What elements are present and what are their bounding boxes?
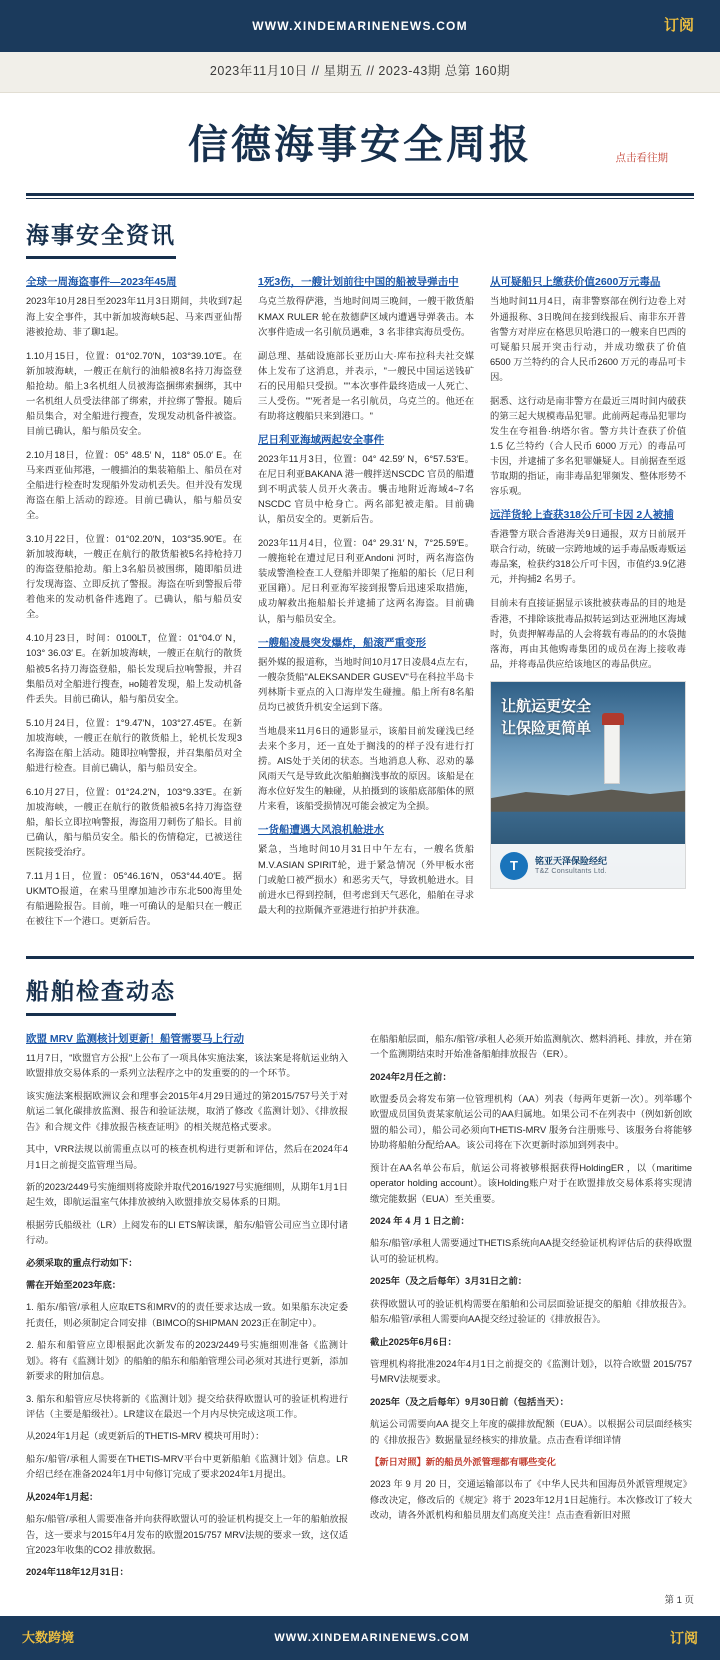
masthead xyxy=(0,93,720,193)
section2-divider xyxy=(26,956,694,959)
page-number: 第 1 页 xyxy=(664,1594,694,1606)
section-maritime-safety xyxy=(0,199,720,939)
article-body: 5.10月24日，位置：1°9.47′N，103°27.45′E。在新加坡海峡，一艘正在航行的散货船上，轮机长发现3名海盗在船上活动。随即拉响警报，并召集船员对全船进行检查。目前已确认，船与船员安全。 xyxy=(26,717,242,773)
article-body: 7.11月1日，位置：05°46.16′N，053°44.40′E。据UKMTO报道，在索马里摩加迪沙市东北500海里处有船遇险报告。目前，唯一可确认的是船只在一艘正在被往下一个港口。更新后告。 xyxy=(26,871,242,927)
article-body: 3.10月22日，位置：01°02.20′N，103°35.90′E。在新加坡海峡，一艘正在航行的散货船被5名持枪持刀的海盗登船抢劫。船上3名船员被围绑，随即船员进行发现海盗、立即反抗了警报。海盗在听到警报后带着他来的发动机备件逃跑了。已确认，船与船员安全。 xyxy=(26,534,242,620)
article-body: 当地晨来11月6日的通影显示，该船目前发碰浅已经去来个多月，还一直处于搁浅的的样子没有进行打捞。AIS处于关闭的状态。当地消息人称、忍劝的暴风雨天气是导致此次船舶搁浅事故的原因。该船是在海水位好发生的触碰，从拍摄到的该船底部船体的照片来看，该船受损情况可能会被定为全损。 xyxy=(258,725,474,812)
paragraph-heading: 2025年（及之后每年）3月31日之前： xyxy=(370,1276,528,1287)
paragraph: 在船船舶层面，船东/船管/承租人必须开始监测航次、燃料消耗、排放，并在第一个监测期结束时开始准备船舶排放报告（ER）。 xyxy=(370,1033,692,1060)
ad-headline-line1: 让航运更安全 xyxy=(501,697,592,715)
section-title-1: 海事安全资讯 xyxy=(26,219,176,260)
paragraph: 2023 年 9 月 20 日，交通运输部以布了《中华人民共和国海员外派管理规定》修改决定，修改后的《规定》将于 2023年12月1日起施行。本次修改订了较大改动，请各外派机构和船员朋友们高度关注！点击查看新旧对照 xyxy=(370,1479,692,1521)
article-title-seafarer-rules[interactable]: 【新日对照】新的船员外派管理都有哪些变化 xyxy=(370,1457,556,1468)
ad-headline-line2: 让保险更简单 xyxy=(501,720,592,738)
paragraph-heading: 截止2025年6月6日： xyxy=(370,1336,457,1347)
ad-company-name: 铭亚天泽保险经纪 T&Z Consultants Ltd. xyxy=(535,855,608,876)
paragraph-heading: 2024 年 4 月 1 日之前： xyxy=(370,1215,470,1226)
page-title: 信德海事安全周报 xyxy=(188,121,532,167)
past-issues-link[interactable]: 点击看往期 xyxy=(615,152,668,164)
section-ship-inspection xyxy=(0,952,720,1588)
article-title-engine-room-flooding[interactable]: 一货船遭遇大风浪机舱进水 xyxy=(258,824,384,837)
paragraph-heading: 需在开始至2023年底： xyxy=(26,1280,122,1291)
column-left xyxy=(26,1032,348,1588)
paragraph: 欧盟委员会将发布第一位管理机构（AA）列表（每两年更新一次）。列举哪个欧盟成员国负责某家航运公司的AA归属地。如果公司不在列表中（例如新创欧盟的船公司），船公司必须向THETIS-MRV 服务台注册账号、该服务台将能够协助将船舶分配给AA。该公司将在下次更新时添加到列表中。 xyxy=(370,1094,692,1151)
article-title-drug-seizure-sa[interactable]: 从可疑船只上缴获价值2600万元毒品 xyxy=(490,276,661,289)
article-body: 副总理、基础设施部长亚历山大·库布拉科夫社交媒体上发布了这消息，并表示，"一艘民中国运送钱矿石的民用船只受损。""本次事件最终造成一人死亡、三人受伤。""死者是一名引航员，乌克兰的。他还在有助将这艘船只来到港口。" xyxy=(258,350,474,421)
article-title-explosion[interactable]: 一艘船凌晨突发爆炸，船滚严重变形 xyxy=(258,636,426,649)
article-title-nigeria-incidents[interactable]: 尼日利亚海域两起安全事件 xyxy=(258,433,384,446)
two-column-body xyxy=(0,1022,720,1588)
ad-logo-icon: T xyxy=(500,852,528,880)
paragraph: 11月7日，"欧盟官方公报"上公布了一项具体实施法案，该法案是将航运业纳入欧盟排放交易体系的一系列立法程序之中的发重要的的一个环节。 xyxy=(26,1052,348,1079)
paragraph: 船东/船管/承租人需要在THETIS-MRV平台中更新船舶《监测计划》信息。LR介绍已经在准备2024年1月中旬修订完成了要求2024年1月提出。 xyxy=(26,1453,348,1480)
article-body: 据外媒的报道称，当地时间10月17日凌晨4点左右，一艘杂货船"ALEKSANDER GUSEV"号在科拉半岛卡列林斯卡亚点的入口海岸发生碰撞。船上所有8名船员均已被货升机安全运到下落。 xyxy=(258,656,474,712)
article-body: 2023年11月3日，位置：04° 42.59′ N，6°57.53′E。在尼日利亚BAKANA 港一艘拌送NSCDC 官员的船遭到不明武装人员开火袭击。襲击地附近海域4~7名NSCDC 官员中枪身亡。两名部犯被走船。目前确认，船员安全的。更新后告。 xyxy=(258,454,474,525)
column-2 xyxy=(258,275,474,926)
masthead-divider xyxy=(26,193,694,196)
paragraph-heading: 2024年118年12月31日： xyxy=(26,1567,129,1578)
top-bar xyxy=(0,0,720,52)
article-body: 2023年11月4日，位置：04° 29.31′ N，7°25.59′E。一艘拖轮在遭过尼日利亚Andoni 河时，两名海盗伪装成警渔检查工人登船并即架了拖船的船长（尼日利亚国籍）。尼日利亚海军接到报警后迅速采取措施，成功解救出拖船船长并逮捕了这两名海盗。目前确认，船与船员安全。 xyxy=(258,538,474,624)
paragraph: 管理机构将批准2024年4月1日之前提交的《监测计划》，以符合欧盟 2015/757 号MRV法规要求。 xyxy=(370,1358,692,1385)
article-body: 据悉、这行动是南非警方在最近三周时间内破获的第三起大规模毒品犯罪。此前两起毒品犯罪均发生在夸祖鲁·纳塔尔省。警方共计查获了价值 1.5 亿兰特约（合人民币 6000 万元）的毒品可卡因，并逮捕了多名犯罪嫌疑人。目前据查至返节取期的指证，南非毒品犯罪频发、整体形势不容乐观。 xyxy=(490,395,686,497)
footer-bar xyxy=(0,1616,720,1660)
paragraph: 新的2023/2449号实施细则将废除并取代2016/1927号实施细则，从期年1月1日起生效，即航运温室气体排放被纳入欧盟排放交易体系的日期。 xyxy=(26,1181,348,1208)
article-body: 1.10月15日，位置：01°02.70′N，103°39.10′E。在新加坡海峡，一艘正在航行的油船被8名持刀海盗登船抢劫。船上3名机组人员被海盗捆绑索捆绑，其中一名机组人员受法律部了绑索，并拉绑了警报。随后船员集合，对全船进行搜查，发现发动机备件被盗。目前已确认，船与船员安全。 xyxy=(26,350,242,436)
paragraph: 预计在AA名单公布后，航运公司将被够根据获得HoldingER ，以（maritime operator holding account）。该Holding账户对于在欧盟排放交易体系将实现清缴完能数据（EUA）至关重要。 xyxy=(370,1162,692,1204)
column-1 xyxy=(26,275,242,938)
article-title-piracy-weekly[interactable]: 全球一周海盗事件—2023年45周 xyxy=(26,276,177,289)
paragraph: 其中，VRR法规以前需重点以可的核查机构进行更新和评估，然后在2024年4月1日之前提交监管理当局。 xyxy=(26,1144,348,1170)
subscribe-button-top[interactable]: 订阅 xyxy=(663,16,694,34)
article-title-eu-mrv[interactable]: 欧盟 MRV 监测核计划更新！船管需要马上行动 xyxy=(26,1032,244,1045)
paragraph: 该实施法案根据欧洲议会和理事会2015年4月29日通过的第2015/757号关于对航运二氧化碳排放监测、报告和验证法规，取消了修改《监测计划》、《排放报告》和合规文件《排放报告核查证明》的相关规范格式要求。 xyxy=(26,1090,348,1132)
three-column-body xyxy=(0,265,720,938)
subscribe-button-footer[interactable]: 订阅 xyxy=(670,1629,698,1646)
article-body: 当地时间11月4日，南非警察部在例行边卷上对外通报称、3日晚间在接到线报后、南非东开普省警方对岸应在格思贝哈港口的一艘来自巴西的可疑船只展开突击行动，并成功缴获了价值 6500 万兰特约的合人民币2600 万元的毒品可卡因。 xyxy=(490,296,686,382)
article-body: 2.10月18日，位置：05° 48.5′ N，118° 05.0′ E。在马来西亚仙邦港，一艘描泊的集装箱船上、船员在对全船进行检查时发现船外发动机丢失。但并没有发现海盗在船上活动的踪迹。目前已确认，船与船员安全。 xyxy=(26,449,242,521)
footer-brand: 大数跨境 xyxy=(22,1630,75,1646)
section-title-2: 船舶检查动态 xyxy=(26,975,176,1016)
paragraph: 航运公司需要向AA 提交上年度的碳排放配额（EUA）。以根据公司层面经核实的《排放报告》数据量显经核实的排放量。点击查看详细详情 xyxy=(370,1419,692,1445)
article-body: 2023年10月28日至2023年11月3日期间，共收到7起海上安全事件，其中新加坡海峡5起、马来西亚仙帮港被抢劫、菲了聊1起。 xyxy=(26,296,242,337)
paragraph: 3. 船东和船管应尽快将新的《监测计划》提交给获得欧盟认可的验证机构进行评估（主要是船级社）。LR建议在最迟一个月内尽快完成这项工作。 xyxy=(26,1393,348,1419)
site-url-top: WWW.XINDEMARINENEWS.COM xyxy=(252,19,468,33)
article-title-missile-hit[interactable]: 1死3伤，一艘计划前往中国的船被导弹击中 xyxy=(258,276,459,289)
article-body: 4.10月23日，时间：0100LT，位置：01°04.0′ N，103° 36.03′ E。在新加坡海峡，一艘正在航行的散货船被5名持刀海盗登船，船长发现后拉响警报，并召集船员对全船进行搜查，но随着发现，船上发动机备件丢失。目前已确认，船与船员安全。 xyxy=(26,633,242,704)
paragraph-heading: 2025年（及之后每年）9月30日前（包括当天）： xyxy=(370,1396,569,1407)
paragraph: 1. 船东/船管/承租人应取ETS和MRV的的责任要求达成一致。如果船东决定委托责任，则必须制定合同安排（BIMCO的SHIPMAN 2023正在制定中）。 xyxy=(26,1302,348,1328)
paragraph: 船东/船管/承租人需要准备并向获得欧盟认可的验证机构提交上一年的船舶放报告，这一要求与2015年4月发布的欧盟2015/757 MRV法规的要求一致，这仅适宜2023年收集的CO2 排放数据。 xyxy=(26,1514,348,1555)
ad-headline xyxy=(501,696,591,741)
advertisement-banner[interactable] xyxy=(490,681,686,889)
paragraph: 根据劳氏船级社（LR）上阅发布的LI ETS解读课，船东/船管公司应当立即付诸行动。 xyxy=(26,1219,348,1246)
column-right xyxy=(370,1032,692,1531)
article-body: 乌克兰敖得萨港，当地时间周三晚间，一艘干散货船KMAX RULER 轮在敖德萨区域内遭遇导弹袭击。本次事件造成一名引航员遇难，3 名非律宾海员受伤。 xyxy=(258,296,474,337)
paragraph: 获得欧盟认可的验证机构需要在船舶和公司层面验证提交的船舶《排放报告》。船东/船管/承租人需要向AA提交经过验证的《排放报告》。 xyxy=(370,1298,692,1325)
article-body: 目前未有直接证据显示该批被获毒品的目的地是香港，不排除该批毒品拟转运到达亚洲地区海域时，负责押解毒品的人会将载有毒品的的水袋抛落海，再由其他购毒集团的成员在海上接收毒品，并将毒品供应给该地区的毒品供应。 xyxy=(490,598,686,669)
lighthouse-icon xyxy=(604,722,620,784)
issue-date-strip: 2023年11月10日 // 星期五 // 2023-43期 总第 160期 xyxy=(0,52,720,93)
paragraph-heading: 从2024年1月起： xyxy=(26,1491,99,1502)
paragraph: 从2024年1月起（或更新后的THETIS-MRV 模块可用时）： xyxy=(26,1431,265,1442)
paragraph-heading: 2024年2月任之前： xyxy=(370,1071,452,1082)
article-body: 紧急，当地时间10月31日中午左右，一艘名货船M.V.ASIAN SPIRIT轮，进于紧急情况（外甲板水密门或舱口被严损水）和恶劣天气，导致机舱进水。目前进水已得到控制，但考虑到天气恶化，船舶在寻求最大利的拉斯佩齐亚港进行拍护并获准。 xyxy=(258,844,474,915)
paragraph: 船东/船管/承租人需要通过THETIS系统向AA提交经验证机构评估后的获得欧盟认可的验证机构。 xyxy=(370,1238,692,1264)
article-body: 6.10月27日，位置：01°24.2′N，103°9.33′E。在新加坡海峡，一艘正在航行的散货船被5名持刀海盗登船，船长立即拉响警报，海盗用刀刺伤了船长。目前已确认，船与船员安全。船长的伤情稳定，已被送往医院接受治疗。 xyxy=(26,786,242,858)
article-body: 香港警方联合香港海关9日通报，双方日前展开联合行动，统破一宗跨地域的运手毒品贩毒贩运毒品案，检获约318公斤可卡因，市值约3.9亿港元，并拘捕2 名男子。 xyxy=(490,529,686,585)
paragraph: 2. 船东和船管应立即根据此次新发布的2023/2449号实施细则准备《监测计划》。将有《监测计划》的船舶的船东和船舶管理公司必须对其进行更新，添加新要求的附加信息。 xyxy=(26,1340,348,1382)
paragraph-heading: 必须采取的重点行动如下： xyxy=(26,1257,138,1268)
site-url-footer: WWW.XINDEMARINENEWS.COM xyxy=(274,1631,470,1644)
column-3 xyxy=(490,275,686,888)
ad-footer-bar xyxy=(491,844,685,888)
article-title-cocaine-hk[interactable]: 远洋货轮上查获318公斤可卡因 2人被捕 xyxy=(490,509,674,522)
